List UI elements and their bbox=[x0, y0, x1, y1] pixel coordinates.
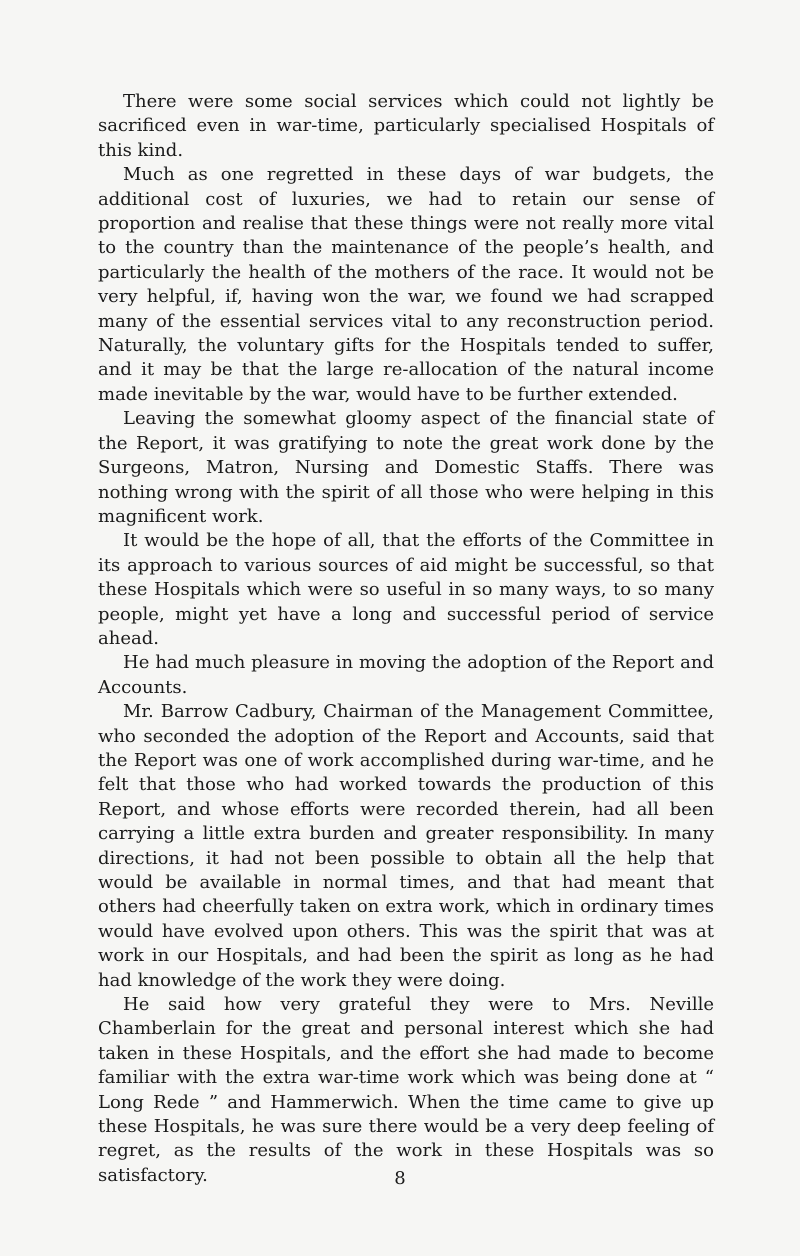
page-number: 8 bbox=[394, 1168, 406, 1189]
body-text bbox=[98, 90, 714, 1188]
paragraph-5: He had much pleasure in moving the adoption of the Report and Accounts. bbox=[98, 652, 714, 698]
paragraph-1: There were some social services which could not lightly be sacrificed even in war-time, particularly specialised Hospitals of this kind. bbox=[98, 91, 714, 161]
paragraph-6: Mr. Barrow Cadbury, Chairman of the Management Committee, who seconded the adoption of the Report and Accounts, said that the Report was one of work accomplished during war-time, and he felt that those who had worked towards the production of this Report, and whose efforts were recorded therein, had all been carrying a little extra burden and greater responsibility. In many directions, it had not been possible to obtain all the help that would be available in normal times, and that had meant that others had cheerfully taken on extra work, which in ordinary times would have evolved upon others. This was the spirit that was at work in our Hospitals, and had been the spirit as long as he had had knowledge of the work they were doing. bbox=[98, 701, 714, 991]
paragraph-7: He said how very grateful they were to Mrs. Neville Chamberlain for the great and personal interest which she had taken in these Hospitals, and the effort she had made to become familiar with the extra war-time work which was being done at “ Long Rede ” and Hammerwich. When the time came to give up these Hospitals, he was sure there would be a very deep feeling of regret, as the results of the work in these Hospitals was so satisfactory. bbox=[98, 994, 714, 1186]
paragraph-4: It would be the hope of all, that the efforts of the Committee in its approach to various sources of aid might be successful, so that these Hospitals which were so useful in so many ways, to so many people, might yet have a long and successful period of service ahead. bbox=[98, 530, 714, 649]
paragraph-2: Much as one regretted in these days of war budgets, the additional cost of luxuries, we had to retain our sense of proportion and realise that these things were not really more vital to the country than the maintenance of the people’s health, and particularly the health of the mothers of the race. It would not be very helpful, if, having won the war, we found we had scrapped many of the essential services vital to any reconstruction period. Naturally, the voluntary gifts for the Hospitals tended to suffer, and it may be that the large re-allocation of the natural income made inevitable by the war, would have to be further extended. bbox=[98, 164, 714, 405]
paragraph-3: Leaving the somewhat gloomy aspect of the financial state of the Report, it was gratifying to note the great work done by the Surgeons, Matron, Nursing and Domestic Staffs. There was nothing wrong with the spirit of all those who were helping in this magnificent work. bbox=[98, 408, 714, 527]
